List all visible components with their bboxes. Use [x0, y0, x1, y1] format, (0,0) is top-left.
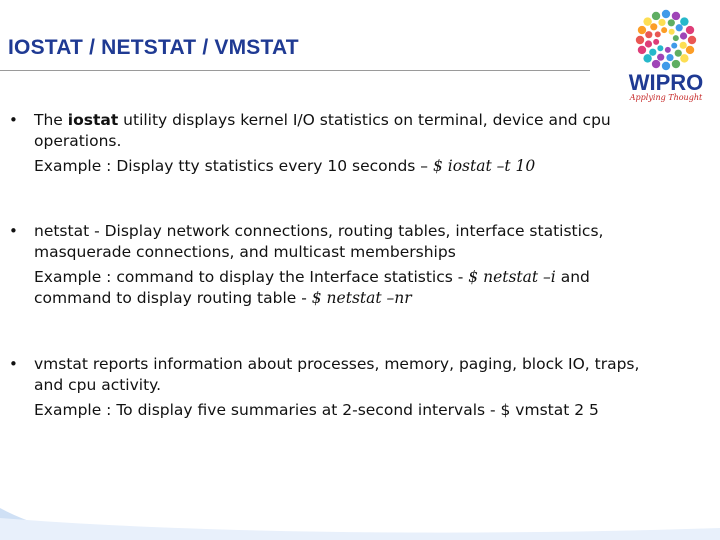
netstat-description: netstat - Display network connections, routing tables, interface statistics, masquerade connections, and multicast memberships: [34, 222, 604, 261]
page-title: IOSTAT / NETSTAT / VMSTAT: [8, 36, 299, 59]
bullet-netstat: [9, 221, 654, 309]
netstat-example-command: $ netstat –i: [468, 268, 556, 286]
iostat-description: utility displays kernel I/O statistics on terminal, device and cpu operations.: [34, 111, 611, 150]
vmstat-example: Example : To display five summaries at 2-second intervals - $ vmstat 2 5: [34, 401, 599, 419]
iostat-pre: The: [34, 111, 68, 129]
vmstat-description: vmstat reports information about processes, memory, paging, block IO, traps, and cpu activity.: [34, 355, 640, 394]
netstat-example-command2: $ netstat –nr: [311, 289, 412, 307]
netstat-example-mid: and command to display routing table -: [34, 268, 590, 307]
iostat-keyword: iostat: [67, 111, 119, 129]
bullet-marker: •: [9, 222, 18, 240]
netstat-example: [34, 267, 654, 309]
iostat-example: [34, 156, 654, 177]
bullet-marker: •: [9, 111, 18, 129]
logo-tagline: Applying Thought: [629, 93, 703, 102]
iostat-example-command: $ iostat –t 10: [432, 157, 536, 175]
bullet-iostat: [9, 110, 654, 177]
decorative-wave: [0, 490, 720, 540]
netstat-example-text: Example : command to display the Interface statistics -: [34, 268, 469, 286]
iostat-example-text: Example : Display tty statistics every 10 seconds –: [34, 157, 433, 175]
logo-brand: WIPRO: [628, 70, 704, 95]
bullet-marker: •: [9, 355, 18, 373]
bullet-vmstat: [9, 354, 654, 421]
